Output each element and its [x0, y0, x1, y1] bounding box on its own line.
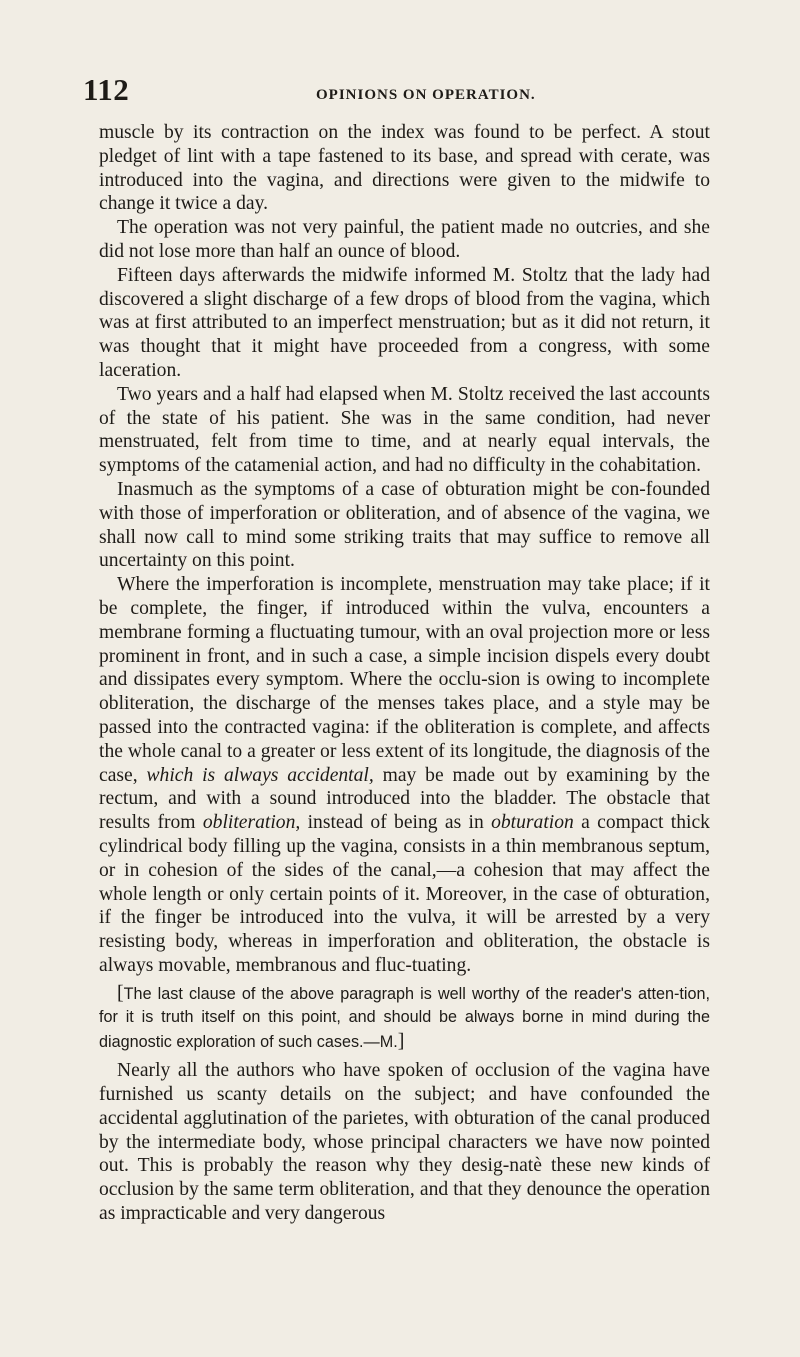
italic-term-obturation: obturation: [491, 812, 574, 834]
text-run: instead of being as in: [300, 812, 492, 834]
paragraph-fifteen-days: Fifteen days afterwards the midwife informed M. Stoltz that the lady had discovered a slight discharge of a few drops of blood from the vagina, which was at first attributed to an imperfect menstruation; but as it did not return, it was thought that it might have proceeded from a congress, with some laceration.: [99, 264, 710, 381]
text-run: Where the imperforation is incomplete, menstruation may take place; if it be complete, the finger, if introduced within the vulva, encounters a membrane forming a fluctuating tumour, with an oval projection more or less prominent in front, and in such a case, a simple incision dispels every doubt and dissipates every symptom. Where the occlu-sion is owing to incomplete obliteration, the discharge of the menses takes place, and a style may be passed into the contracted vagina: if the obliteration is complete, and affects the whole canal to a greater or less extent of its longitude, the diagnosis of the case,: [99, 574, 710, 786]
paragraph-imperforation: [99, 573, 710, 978]
open-bracket: [: [117, 981, 124, 1004]
paragraph-nearly-all: Nearly all the authors who have spoken of occlusion of the vagina have furnished us scanty details on the subject; and have confounded the accidental agglutination of the parietes, with obturation of the canal produced by the intermediate body, whose principal characters we have now pointed out. This is probably the reason why they desig-natè these new kinds of occlusion by the same term obliteration, and that they denounce the operation as impracticable and very dangerous: [99, 1060, 710, 1224]
body-text: [99, 121, 710, 1226]
paragraph-operation-pain: The operation was not very painful, the patient made no outcries, and she did not lose more than half an ounce of blood.: [99, 217, 710, 262]
text-run: a compact thick cylindrical body filling up the vagina, consists in a thin membranous septum, or in cohesion of the sides of the canal,—a cohesion that may affect the whole length or only certain points of it. Moreover, in the case of obturation, if the finger be introduced into the vulva, it will be arrested by a very resisting body, whereas in imperforation and obliteration, the obstacle is always movable, membranous and fluc-tuating.: [99, 812, 710, 976]
paragraph-continuation: muscle by its contraction on the index was found to be perfect. A stout pledget of lint with a tape fastened to its base, and spread with cerate, was introduced into the vagina, and directions were given to the midwife to change it twice a day.: [99, 122, 710, 215]
italic-term-obliteration: obliteration,: [202, 812, 301, 834]
editor-note: [99, 982, 710, 1055]
paragraph-two-years: Two years and a half had elapsed when M. Stoltz received the last accounts of the state of his patient. She was in the same condition, had never menstruated, felt from time to time, and at nearly equal intervals, the symptoms of the catamenial action, and had no difficulty in the cohabitation.: [99, 383, 710, 477]
text-run: may be made out by examining by the rectum, and with a sound introduced into the bladder. The obstacle that results from: [99, 764, 710, 834]
italic-phrase-accidental: which is always accidental,: [146, 764, 374, 786]
page-header: [83, 72, 723, 112]
page-number: 112: [83, 72, 130, 107]
editor-note-text: The last clause of the above paragraph is well worthy of the reader's atten-tion, for it is truth itself on this point, and should be always borne in mind during the diagnostic exploration of such cases.—M.: [99, 984, 710, 1051]
running-head: OPINIONS ON OPERATION.: [316, 87, 536, 103]
close-bracket: ]: [397, 1029, 405, 1052]
paragraph-inasmuch: Inasmuch as the symptoms of a case of obturation might be con-founded with those of imperforation or obliteration, and of absence of the vagina, we shall now call to mind some striking traits that may suffice to remove all uncertainty on this point.: [99, 478, 710, 572]
